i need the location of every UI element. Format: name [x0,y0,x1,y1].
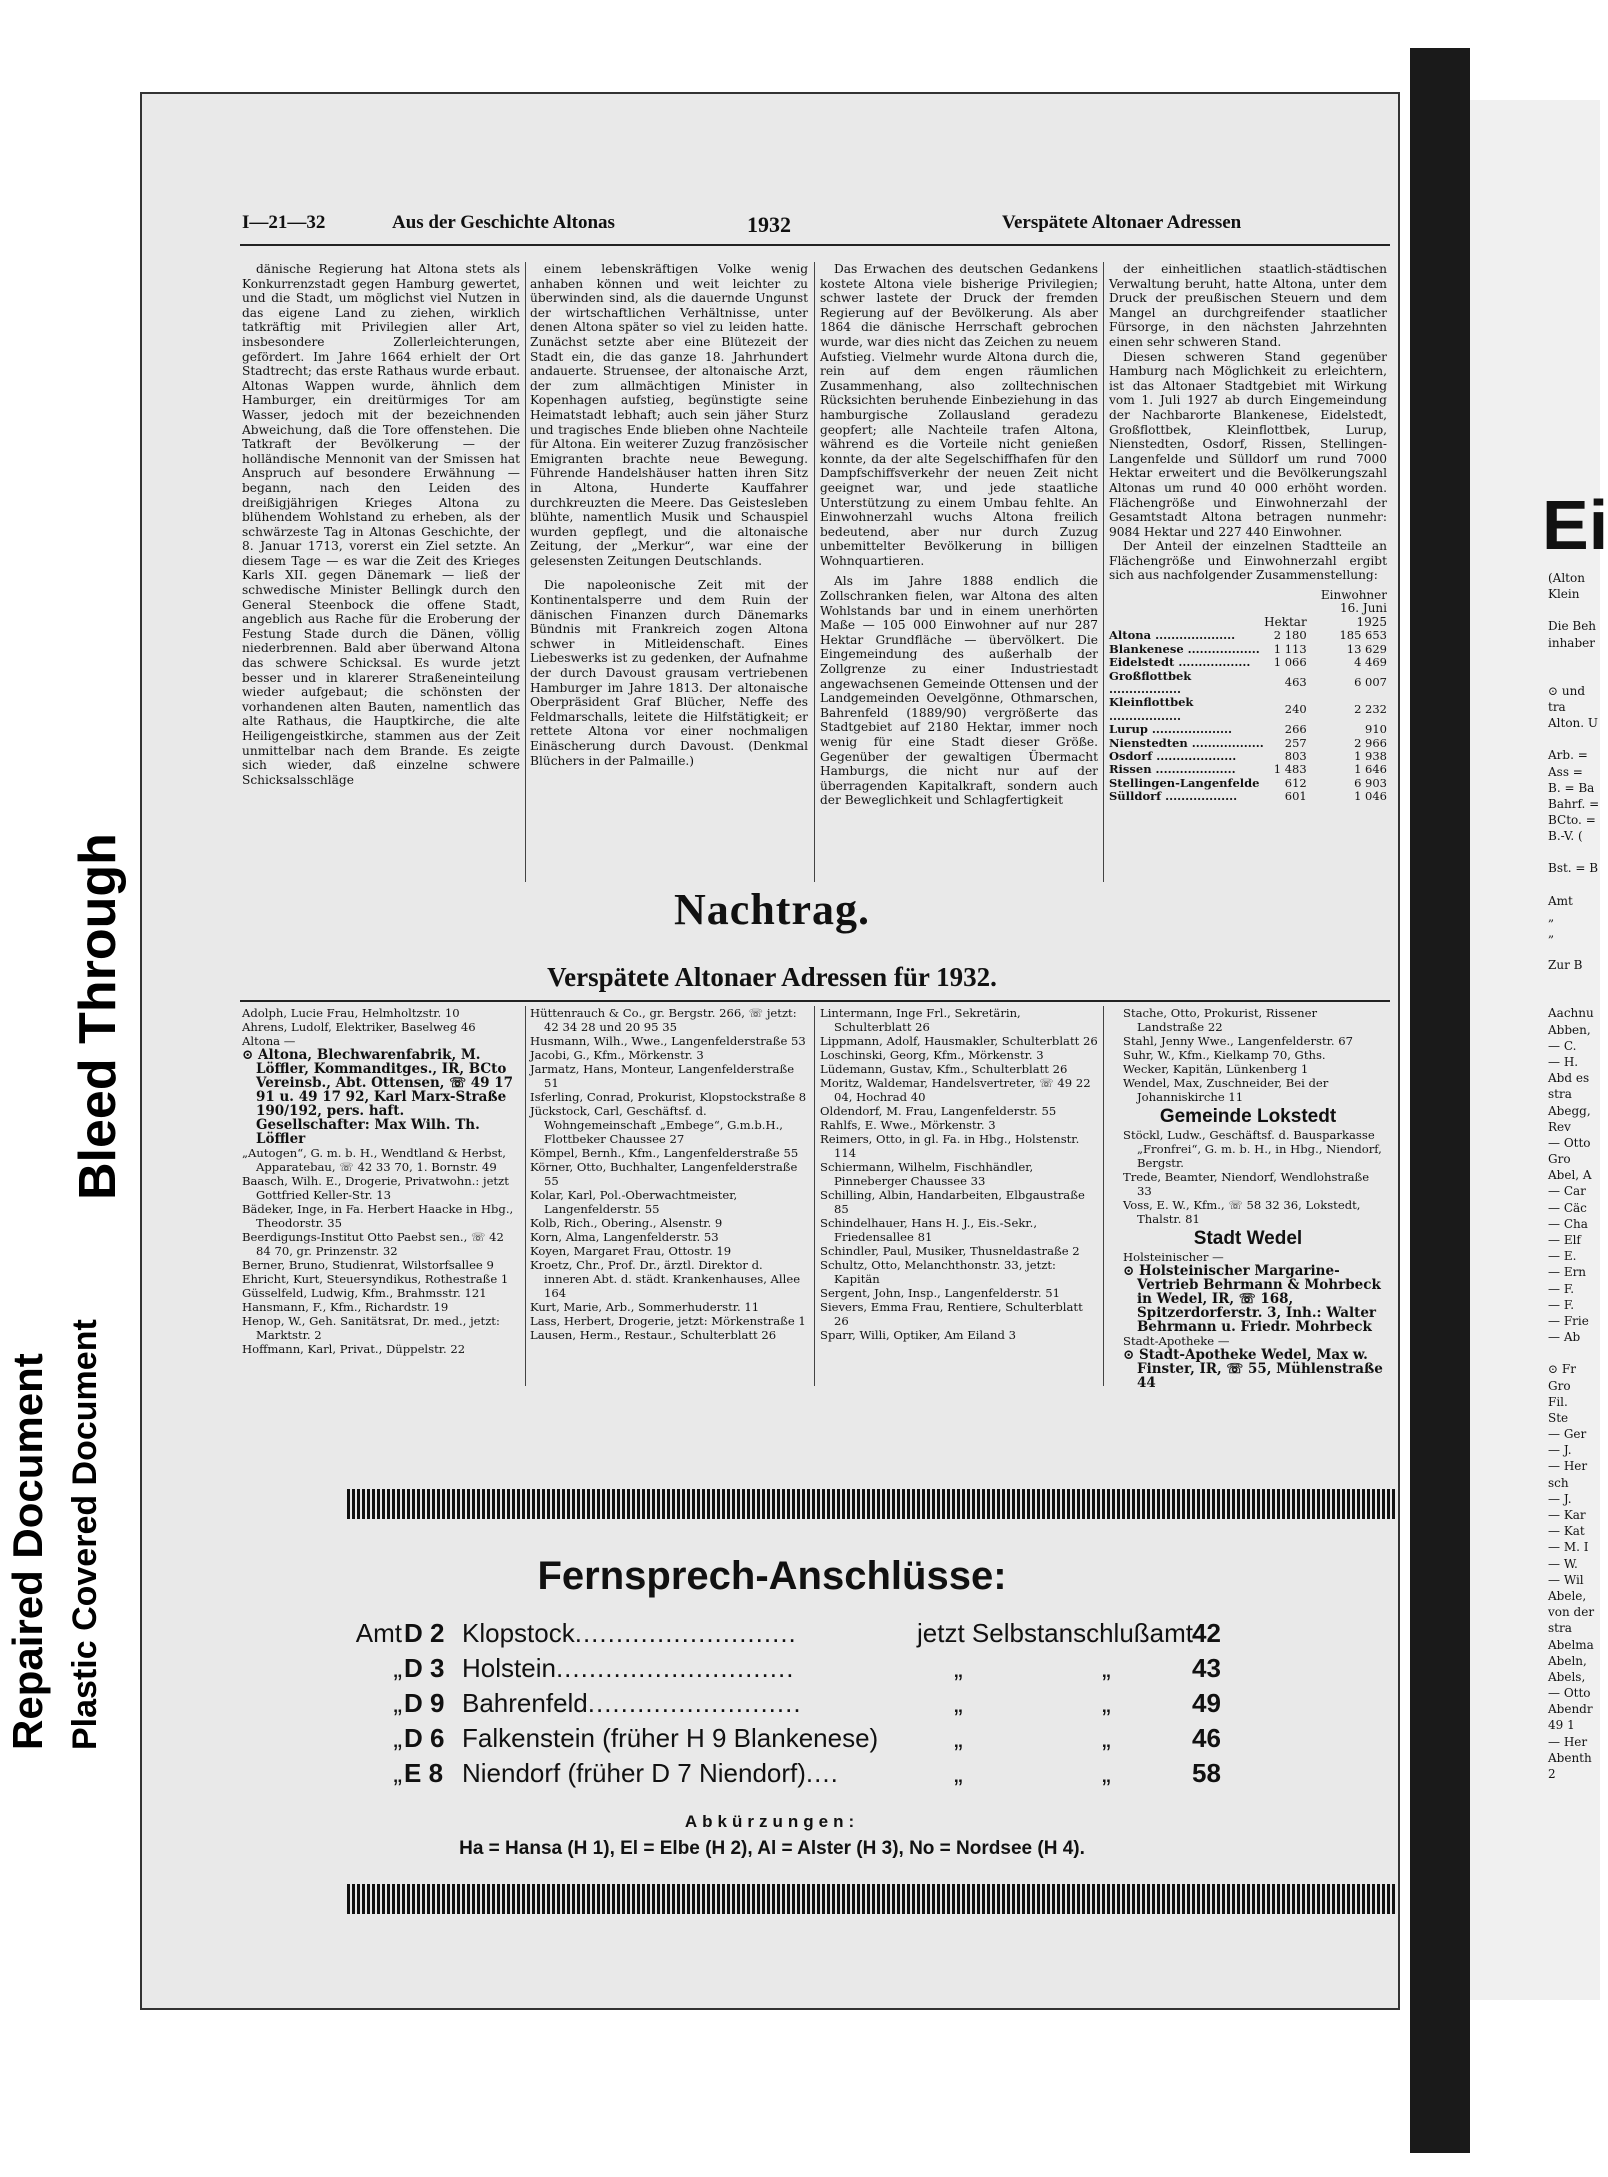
address-entry: Korn, Alma, Langenfelderstr. 53 [530,1230,719,1244]
adjacent-line: Rev [1548,1119,1571,1134]
adjacent-line: — Car [1548,1184,1586,1199]
lokstedt-heading: Gemeinde Lokstedt [1159,1106,1337,1127]
address-list [242,1006,1387,1391]
adjacent-line: inhaber [1548,635,1595,650]
adjacent-line: — H. [1548,1054,1579,1069]
adjacent-line [1548,1345,1600,1361]
adjacent-line: Abele, [1548,1588,1587,1603]
table-cell-name: Sülldorf .................. [1109,789,1238,804]
address-group [1109,1006,1387,1104]
paragraph: Der Anteil der einzelnen Stadtteile an Flächengröße und Einwohnerzahl ergibt sich aus nachfolgender Zusammenstellung: [1109,539,1387,583]
table-row [1109,777,1387,790]
address-column-2 [530,1006,808,1386]
adjacent-line: stra [1548,1087,1572,1102]
exchange-prefix: „ [393,1758,402,1788]
address-entry: Henop, W., Geh. Sanitätsrat, Dr. med., jetzt: Marktstr. 2 [242,1314,500,1342]
address-entry: Ehricht, Kurt, Steuersyndikus, Rothestraße 1 [242,1272,509,1286]
address-entry: Koyen, Margaret Frau, Ottostr. 19 [530,1244,732,1258]
paragraph: dänische Regierung hat Altona stets als Konkurrenzstadt gegen Hamburg gewertet, und die Stadt, um möglichst viel Nutzen in das eigene Land zu ziehen, wirklich tatkräftig mit Privilegien aller Art, insbesondere Zollerleichterungen, gefördert. Im Jahre 1664 erhielt der Ort Stadtrecht; das erste Rathaus wurde erbaut. Altonas Wappen wurde, ähnlich dem Hamburger, ein dreitürmiges Tor am Wasser, jedoch mit der bezeichnenden Abweichung, daß die Tore offenstehen. Die Tatkraft der Bevölkerung — der holländische Mennonit van der Smissen hat Anspruch auf besondere Erwähnung — begann, nach den Leiden des dreißigjährigen Krieges Altona zu blühendem Wohlstand zu erheben, als der schwärzeste Tag in Altonas Geschichte, der 8. Januar 1713, vorerst ein Ziel setzte. An diesem Tage — es war die Zeit des Krieges Karls XII. gegen Dänemark — ließ der schwedische Minister Bellingk durch den General Steenbock die offene Stadt, angeblich aus Rache für die Eroberung der Festung Stade durch die Dänen, völlig niederbrennen. Bald aber überwand Altona das schwere Schicksal. Es wurde jetzt besser und in klarerer Straßeneinteilung wieder aufgebaut; die schönsten der vorhandenen alten Bauten, namentlich das alte Rathaus, die Hauptkirche, die alte Heiligengeistkirche, stammen aus der Zeit unmittelbar nach dem Brande. Es zeigte sich wieder, daß einzelne schwere Schicksalsschläge [242,262,520,787]
adjacent-line: Bst. = B [1548,861,1599,876]
address-entry: Sparr, Willi, Optiker, Am Eiland 3 [820,1328,1016,1342]
table-cell-name: Großflottbek .................. [1109,668,1192,696]
exchange-name [462,1756,839,1791]
address-column-3 [820,1006,1098,1386]
address-entry: Lausen, Herm., Restaur., Schulterblatt 26 [530,1328,777,1342]
table-cell-name: Blankenese .................. [1109,641,1260,656]
adjacent-line: — Otto [1548,1135,1591,1150]
address-entry: Beerdigungs-Institut Otto Paebst sen., ☏ 42 84 70, gr. Prinzenstr. 32 [242,1230,504,1258]
table-cell-name: Osdorf .................... [1109,748,1237,763]
scanned-page [140,92,1400,2010]
address-entry: Kömpel, Bernh., Kfm., Langenfelderstraße 55 [530,1146,799,1160]
table-cell-einwohner: 13 629 [1346,641,1387,656]
table-cell-einwohner: 2 966 [1354,735,1387,750]
adjacent-line: — M. I [1548,1540,1589,1555]
table-row [1109,790,1387,803]
exchange-prefix: „ [393,1653,402,1683]
fernsprech-row [342,1651,1242,1686]
table-row [1109,763,1387,776]
address-entry: Wendel, Max, Zuschneider, Bei der Johanniskirche 11 [1123,1076,1329,1104]
adjacent-page [1470,100,1608,2000]
adjacent-line: B.-V. ( [1548,829,1583,844]
adjacent-line [1548,731,1600,747]
table-header-date: 16. Juni 1925 [1339,601,1387,629]
adjacent-line: ⊙ Fr [1548,1362,1576,1377]
address-entry: Trede, Beamter, Niendorf, Wendlohstraße 33 [1123,1170,1370,1198]
address-entry: Lass, Herbert, Drogerie, jetzt: Mörkenstraße 1 [530,1314,806,1328]
district-table-rows [1109,629,1387,803]
table-cell-hektar: 1 113 [1273,641,1307,656]
adjacent-line: — Cha [1548,1216,1588,1231]
table-cell-hektar: 266 [1284,722,1307,737]
adjacent-line [1548,667,1600,683]
paragraph: Als im Jahre 1888 endlich die Zollschranken fielen, war Altona des alten Wohlstands bar und in einem unerhörten Maße — 105 000 Einwohner auf nur 287 Hektar Grundfläche — übervölkert. Die Eingemeindung des außerhalb der Zollgrenze zu einer Industriestadt angewachsenen Gemeinde Ottensen und der Landgemeinden Oevelgönne, Othmarschen, Bahrenfeld (1889/90) vergrößerte das Stadtgebiet auf 2180 Hektar, immer noch wenig für eine Stadt dieser Größe. Gegenüber der gewaltigen Übermacht Hamburgs, die nicht nur auf der überragenden Kapitalkraft, sondern auch der Beweglichkeit und Schlagfertigkeit [820,574,1098,808]
fernsprech-title: Fernsprech-Anschlüsse: [537,1554,1007,1598]
address-entry: Voss, E. W., Kfm., ☏ 58 32 36, Lokstedt, Thalstr. 81 [1123,1198,1361,1226]
address-entry: „Autogen“, G. m. b. H., Wendtland & Herbst, Apparatebau, ☏ 42 33 70, 1. Bornstr. 49 [242,1146,506,1174]
exchange-name-text: Falkenstein (früher H 9 Blankenese) [462,1723,879,1753]
table-cell-einwohner: 4 469 [1354,655,1387,670]
adjacent-line: — J. [1548,1491,1572,1506]
adjacent-line: — Kar [1548,1508,1586,1522]
adjacent-line: tra [1548,699,1566,714]
address-entry: Holsteinischer — [1123,1250,1224,1264]
address-entry: Hüttenrauch & Co., gr. Bergstr. 266, ☏ jetzt: 42 34 28 und 20 95 35 [530,1006,797,1034]
adjacent-line: Die Beh [1548,619,1597,634]
table-cell-name: Kleinflottbek .................. [1109,695,1194,723]
address-entry: Stöckl, Ludw., Geschäftsf. d. Bausparkasse „Fronfrei“, G. m. b. H., in Hbg., Niendorf, Bergstr. [1123,1128,1382,1170]
address-entry: Husmann, Wilh., Wwe., Langenfelderstraße 53 [530,1034,806,1048]
address-column-1 [242,1006,520,1386]
table-cell-hektar: 1 066 [1273,655,1307,670]
nachtrag-title: Nachtrag. [674,885,870,934]
exchange-name-text: Niendorf (früher D 7 Niendorf) [462,1758,806,1788]
address-entry: Sergent, John, Insp., Langenfelderstr. 51 [820,1286,1061,1300]
table-cell-hektar: 612 [1284,775,1307,790]
exchange-code: D 6 [404,1723,445,1753]
table-row [1109,656,1387,669]
fernsprech-row [342,1721,1242,1756]
table-cell-name: Nienstedten .................. [1109,735,1264,750]
ditto-mark: „ [1102,1723,1111,1753]
adjacent-line: 49 1 [1548,1718,1575,1733]
adjacent-line: Gro [1548,1378,1571,1393]
adjacent-line: 2 [1548,1767,1556,1781]
table-cell-einwohner: 6 007 [1354,675,1387,690]
new-exchange-number: 42 [1192,1618,1221,1648]
address-entry: ⊙ Altona, Blechwarenfabrik, M. Löffler, Kommanditges., IR, BCto Vereinsb., Abt. Ottensen, ☏ 49 17 91 u. 49 17 92, Karl Marx-Straße 190/192, pers. haft. Gesellschafter: Max Wilh. Th. Löffler [242,1047,514,1147]
adjacent-line: „ [1548,909,1555,924]
repaired-document-label: Repaired Document [4,1353,51,1750]
address-entry: Stache, Otto, Prokurist, Rissener Landstraße 22 [1123,1006,1317,1034]
paragraph: der einheitlichen staatlich-städtischen Verwaltung beruht, hatte Altona, unter dem Druck der preußischen Steuern und dem Mangel an durchgreifender staatlicher Fürsorge, in den nächsten Jahrzehnten einen sehr schweren Stand. [1109,262,1387,349]
exchange-name [462,1651,794,1686]
adjacent-line: — Her [1548,1734,1588,1749]
adjacent-line [1548,973,1600,989]
table-cell-name: Altona .................... [1109,628,1236,643]
adjacent-page-lines [1470,570,1600,1782]
adjacent-line: — Otto [1548,1686,1591,1701]
exchange-prefix: „ [393,1723,402,1753]
wedel-heading: Stadt Wedel [1193,1228,1303,1249]
address-entry: Jacobi, G., Kfm., Mörkenstr. 3 [530,1048,704,1062]
address-entry: Oldendorf, M. Frau, Langenfelderstr. 55 [820,1104,1057,1118]
paragraph: einem lebenskräftigen Volke wenig anhaben können und weit leichter zu überwinden sind, als die dauernde Ungunst der wirtschaftlichen Verhältnisse, unter denen Altona später so viel zu leiden hatte. Zunächst setzte aber eine Blütezeit der Stadt ein, die das ganze 18. Jahrhundert andauerte. Struensee, der altonaische Arzt, der zum allmächtigen Minister in Kopenhagen aufstieg, begünstigte seine Heimatstadt lebhaft; auch sein jäher Sturz und tragisches Ende blieben ohne Nachteile für Altona. Ein weiterer Zuzug französischer Emigranten brachte neue Bewegung. Führende Handelshäuser hatten ihren Sitz in Altona, Hunderte Kauffahrer durchkreuzten die Meere. Das Geistesleben blühte, namentlich Musik und Schauspiel wurden gepflegt, und die altonaische Zeitung, der „Merkur“, war eine der gelesensten Zeitungen Deutschlands. [530,262,808,568]
adjacent-line: sch [1548,1475,1569,1490]
exchange-name-text: Klopstock [462,1618,575,1648]
adjacent-line: — J. [1548,1443,1572,1458]
address-entry: Adolph, Lucie Frau, Helmholtzstr. 10 [242,1006,460,1020]
paragraph: Die napoleonische Zeit mit der Kontinentalsperre und dem Ruin der dänischen Finanzen durch Dänemarks Bündnis mit Frankreich zogen Altona schwer in Mitleidenschaft. Eines Liebeswerks ist zu gedenken, der Aufnahme der durch Davoust grausam vertriebenen Hamburger im Jahre 1813. Der altonaische Oberpräsident Graf Blücher, Neffe des Feldmarschalls, leitete die Hilfstätigkeit; er rettete Altona vor einer nochmaligen Einäscherung durch Davoust. (Denkmal Blüchers in der Palmaille.) [530,578,808,768]
adjacent-line: Aachnu [1548,1006,1594,1021]
adjacent-line: BCto. = [1548,813,1596,828]
ditto-mark: „ [954,1653,963,1683]
ditto-mark: „ [1102,1758,1111,1788]
fernsprech-row [342,1756,1242,1791]
history-column-4 [1109,262,1387,882]
table-row [1109,643,1387,656]
exchange-name-text: Bahrenfeld [462,1688,588,1718]
address-column-4 [1109,1006,1387,1391]
exchange-name [462,1721,878,1756]
address-entry: Moritz, Waldemar, Handelsvertreter, ☏ 49 22 04, Hochrad 40 [820,1076,1091,1104]
table-row [1109,737,1387,750]
plastic-covered-label: Plastic Covered Document [66,1319,104,1750]
section-title: Aus der Geschichte Altonas [392,212,615,233]
table-row [1109,629,1387,642]
address-entry: Körner, Otto, Buchhalter, Langenfelderstraße 55 [530,1160,798,1188]
history-column-3 [820,262,1098,882]
address-entry: ⊙ Holsteinischer Margarine-Vertrieb Behrmann & Mohrbeck in Wedel, IR, ☏ 168, Spitzerdorferstr. 3, Inh.: Walter Behrmann u. Friedr. Mohrbeck [1123,1263,1381,1335]
table-cell-hektar: 2 180 [1273,628,1307,643]
adjacent-line: „ [1548,926,1555,940]
adjacent-line: Abendr [1548,1702,1593,1717]
address-entry: Jarmatz, Hans, Monteur, Langenfelderstraße 51 [530,1062,795,1090]
adjacent-line: — Elf [1548,1233,1581,1247]
adjacent-page-heading: Ei [1542,486,1608,564]
table-cell-hektar: 257 [1284,735,1307,750]
adjacent-line: (Alton [1548,571,1585,585]
table-row [1109,696,1387,723]
header-rule [240,244,1390,246]
address-entry: Baasch, Wilh. E., Drogerie, Privatwohn.: jetzt Gottfried Keller-Str. 13 [242,1174,509,1202]
adjacent-line: Abegg, [1548,1103,1591,1118]
address-entry: Isferling, Conrad, Prokurist, Klopstockstraße 8 [530,1090,807,1104]
adjacent-line: — E. [1548,1249,1577,1264]
adjacent-line [1548,651,1600,667]
history-column-2 [530,262,808,882]
bleed-through-label: Bleed Through [69,833,127,1200]
address-entry: Kolb, Rich., Obering., Alsenstr. 9 [530,1216,723,1230]
adjacent-line: — Ern [1548,1265,1587,1280]
address-group [1109,1128,1387,1226]
adjacent-line: Abben, [1548,1022,1591,1037]
adjacent-line: — Wil [1548,1572,1584,1587]
adjacent-line: — Ger [1548,1427,1587,1442]
page-number: I—21—32 [242,212,326,233]
address-entry: Schilling, Albin, Handarbeiten, Elbgaustraße 85 [820,1188,1085,1216]
table-cell-einwohner: 1 938 [1354,748,1387,763]
table-cell-name: Lurup .................... [1109,722,1232,737]
adjacent-line: — Ab [1548,1330,1581,1345]
address-entry: Schindelhauer, Hans H. J., Eis.-Sekr., Friedensallee 81 [820,1216,1038,1244]
adjacent-line [1548,877,1600,893]
table-cell-einwohner: 910 [1365,722,1387,737]
leader-dots: ............................. [555,1653,795,1683]
exchange-code: E 8 [404,1758,444,1788]
ditto-mark: „ [954,1723,963,1753]
adjacent-line: Arb. = [1548,748,1588,763]
adjacent-line: — C. [1548,1038,1577,1053]
adjacent-line: Ste [1548,1410,1569,1425]
address-entry: Stadt-Apotheke — [1123,1334,1230,1348]
address-group [1109,1250,1387,1390]
adjacent-line: B. = Ba [1548,780,1595,795]
adjacent-line: Abenth [1548,1750,1592,1765]
table-cell-name: Eidelstedt .................. [1109,655,1251,670]
adjacent-line: Gro [1548,1152,1571,1167]
address-entry: ⊙ Stadt-Apotheke Wedel, Max w. Finster, IR, ☏ 55, Mühlenstraße 44 [1123,1347,1383,1391]
table-cell-einwohner: 6 903 [1354,775,1387,790]
ornamental-bar-top [347,1489,1397,1519]
table-header-einwohner: Einwohner [1320,588,1387,603]
adjacent-line: Abelma [1548,1637,1594,1652]
section-title-right: Verspätete Altonaer Adressen [1002,212,1242,233]
fernsprech-table [342,1616,1242,1791]
fernsprech-row [342,1686,1242,1721]
adjacent-line: — Her [1548,1459,1588,1474]
table-cell-einwohner: 1 046 [1354,789,1387,804]
adjacent-line: Alton. U [1548,716,1599,731]
address-entry: Rahlfs, E. Wwe., Mörkenstr. 3 [820,1118,996,1132]
fernsprech-row [342,1616,1242,1651]
abbreviations-text: Ha = Hansa (H 1), El = Elbe (H 2), Al = Alster (H 3), No = Nordsee (H 4). [459,1838,1085,1859]
exchange-code: D 9 [404,1688,445,1718]
address-entry: Jückstock, Carl, Geschäftsf. d. Wohngemeinschaft „Embege“, G.m.b.H., Flottbeker Chaussee 27 [530,1104,783,1146]
table-cell-hektar: 240 [1284,702,1307,717]
ditto-mark: „ [1102,1653,1111,1683]
adjacent-line: Abd es [1548,1071,1590,1086]
adjacent-line: ⊙ und [1548,683,1586,698]
address-entry: Kroetz, Chr., Prof. Dr., ärztl. Direktor d. inneren Abt. d. städt. Krankenhauses, Allee 164 [530,1258,801,1300]
address-entry: Sievers, Emma Frau, Rentiere, Schulterblatt 26 [820,1300,1083,1328]
address-entry: Altona — [242,1034,296,1048]
ditto-mark: „ [1102,1688,1111,1718]
new-exchange-number: 58 [1192,1758,1221,1788]
side-labels [0,700,130,1750]
adjacent-line [1548,844,1600,860]
table-header-hektar: Hektar [1264,614,1307,629]
address-entry: Wecker, Kapitän, Lünkenberg 1 [1123,1062,1309,1076]
address-entry: Reimers, Otto, in gl. Fa. in Hbg., Holstenstr. 114 [820,1132,1080,1160]
adjacent-line: von der [1548,1605,1595,1620]
table-cell-hektar: 803 [1284,748,1307,763]
table-cell-hektar: 463 [1284,675,1307,690]
new-exchange-label: jetzt Selbstanschlußamt [917,1618,1194,1648]
new-exchange-number: 43 [1192,1653,1221,1683]
address-entry: Güsselfeld, Ludwig, Kfm., Brahmsstr. 121 [242,1286,487,1300]
paragraph: Das Erwachen des deutschen Gedankens kostete Altona viele bisherige Privilegien; schwer lastete der Druck der fremden Regierung auf der Bevölkerung. Als aber 1864 die dänische Herrschaft gebrochen wurde, war dies nicht das Zeichen zu neuem Aufstieg. Vielmehr wurde Altona durch die, rein auf dem engen räumlichen Zusammenhang, also zolltechnischen Rücksichten beruhende Einbeziehung in das hamburgische Zollausland geradezu geopfert; alle Nachteile trafen Altona, während es die Vorteile nicht genießen konnte, da der alte Segelschiffhafen für den Dampfschiffsverkehr der neuen Zeit nicht geeignet war, und jede staatliche Unterstützung zu einem Umbau fehlte. An Einwohnerzahl wuchs Altona freilich bedeutend, aber nur durch Zuzug unbemittelter Bevölkerung in billigen Wohnquartieren. [820,262,1098,568]
new-exchange-number: 46 [1192,1723,1221,1753]
address-entry: Lüdemann, Gustav, Kfm., Schulterblatt 26 [820,1062,1068,1076]
table-cell-hektar: 601 [1284,789,1307,804]
table-row [1109,750,1387,763]
adjacent-line: Klein [1548,587,1580,602]
table-cell-hektar: 1 483 [1273,762,1307,777]
adjacent-line: — F. [1548,1297,1575,1312]
adjacent-line: stra [1548,1621,1572,1636]
adjacent-line: — W. [1548,1556,1578,1571]
address-entry: Loschinski, Georg, Kfm., Mörkenstr. 3 [820,1048,1044,1062]
address-entry: Hansmann, F., Kfm., Richardstr. 19 [242,1300,449,1314]
exchange-code: D 3 [404,1653,445,1683]
exchange-name-text: Holstein [462,1653,556,1683]
exchange-prefix: „ [393,1688,402,1718]
adjacent-line: Abeln, [1548,1653,1587,1668]
ditto-mark: „ [954,1688,963,1718]
address-entry: Kurt, Marie, Arb., Sommerhuderstr. 11 [530,1300,760,1314]
adjacent-line: Zur B [1548,958,1583,973]
paragraph: Diesen schweren Stand gegenüber Hamburg nach Möglichkeit zu erleichtern, ist das Altonaer Stadtgebiet mit Wirkung vom 1. Juli 1927 ab durch Eingemeindung der Nachbarorte Blankenese, Eidelstedt, Großflottbek, Kleinflottbek, Lurup, Nienstedten, Osdorf, Rissen, Stellingen-Langenfelde und Sülldorf um rund 7000 Hektar erweitert und die Bevölkerungszahl Altonas um rund 40 000 erhöht worden. Flächengröße und Einwohnerzahl der Gesamtstadt Altona betragen nunmehr: 9084 Hektar und 227 440 Einwohner. [1109,349,1387,539]
history-text [242,262,1387,882]
adjacent-line: Abels, [1548,1669,1586,1684]
address-entry: Schiermann, Wilhelm, Fischhändler, Pinneberger Chaussee 33 [820,1160,1034,1188]
exchange-code: D 2 [404,1618,445,1648]
leader-dots: ........................... [574,1618,797,1648]
address-entry: Suhr, W., Kfm., Kielkamp 70, Gths. [1123,1048,1326,1062]
abbreviations-title: Abkürzungen: [684,1812,860,1831]
adjacent-line: Fil. [1548,1394,1568,1409]
exchange-name [462,1686,802,1721]
exchange-prefix: Amt [355,1618,402,1648]
table-cell-einwohner: 2 232 [1354,702,1387,717]
address-entry: Bädeker, Inge, in Fa. Herbert Haacke in Hbg., Theodorstr. 35 [242,1202,514,1230]
ornamental-bar-bottom [347,1884,1397,1914]
adjacent-line: — Cäc [1548,1200,1587,1215]
exchange-name [462,1616,797,1651]
district-table [1109,589,1387,804]
table-row [1109,723,1387,736]
history-column-1 [242,262,520,882]
adjacent-line: Amt [1548,893,1573,908]
address-entry: Stahl, Jenny Wwe., Langenfelderstr. 67 [1123,1034,1354,1048]
adjacent-line: Bahrf. = [1548,796,1600,811]
subtitle-rule [240,1000,1390,1002]
address-entry: Schultz, Otto, Melanchthonstr. 33, jetzt: Kapitän [820,1258,1056,1286]
adjacent-line [1548,602,1600,618]
adjacent-line: Abel, A [1548,1168,1592,1183]
address-entry: Hoffmann, Karl, Privat., Düppelstr. 22 [242,1342,466,1356]
adjacent-line: Ass = [1548,764,1583,779]
leader-dots: .... [805,1758,839,1788]
address-entry: Berner, Bruno, Studienrat, Wilstorfsallee 9 [242,1258,494,1272]
book-gutter [1410,48,1470,2153]
adjacent-line: — Frie [1548,1313,1589,1328]
nachtrag-subtitle: Verspätete Altonaer Adressen für 1932. [547,962,997,992]
table-cell-einwohner: 185 653 [1339,628,1387,643]
table-row [1109,670,1387,697]
table-cell-name: Rissen .................... [1109,762,1236,777]
address-entry: Lippmann, Adolf, Hausmakler, Schulterblatt 26 [820,1034,1098,1048]
adjacent-line [1548,989,1600,1005]
ditto-mark: „ [954,1758,963,1788]
address-entry: Schindler, Paul, Musiker, Thusneldastraße 2 [820,1244,1080,1258]
adjacent-line: — Kat [1548,1524,1585,1539]
adjacent-line: — F. [1548,1281,1575,1296]
address-entry: Kolar, Karl, Pol.-Oberwachtmeister, Langenfelderstr. 55 [530,1188,738,1216]
running-head [242,212,1402,240]
year: 1932 [747,212,791,237]
adjacent-line [1548,941,1600,957]
table-cell-einwohner: 1 646 [1354,762,1387,777]
leader-dots: .......................... [587,1688,802,1718]
address-entry: Ahrens, Ludolf, Elektriker, Baselweg 46 [242,1020,476,1034]
new-exchange-number: 49 [1192,1688,1221,1718]
address-entry: Lintermann, Inge Frl., Sekretärin, Schulterblatt 26 [820,1006,1021,1034]
table-cell-name: Stellingen-Langenfelde [1109,775,1260,790]
